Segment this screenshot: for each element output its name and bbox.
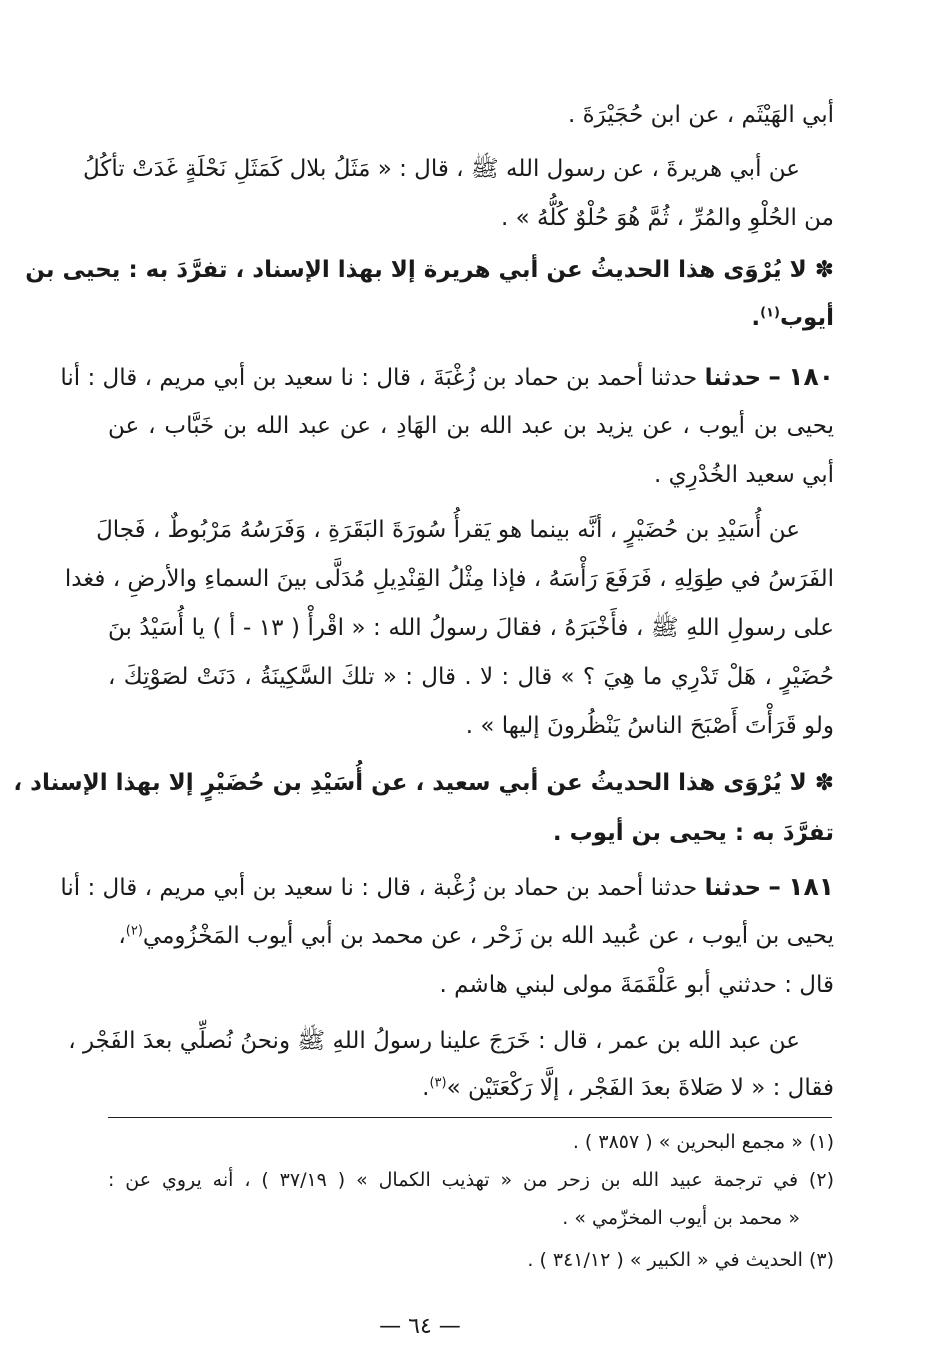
commentary-line: ✽ لا يُرْوَى هذا الحديثُ عن أبي هريرة إلا بهذا الإسناد ، تفرَّدَ به : يحيى بن	[25, 257, 834, 283]
text-line: على رسولِ اللهِ ﷺ ، فأَخْبَرَهُ ، فقالَ رسولُ الله : « اقْرأْ ( ١٣ - أ ) يا أُسَيْدُ بنَ	[108, 615, 834, 641]
hadith-dash: –	[768, 362, 781, 391]
text-line: عن عبد الله بن عمر ، قال : خَرَجَ علينا رسولُ اللهِ ﷺ ونحنُ نُصلِّي بعدَ الفَجْر ،	[68, 1028, 800, 1054]
footnote-marker-3: (٣)	[429, 1075, 447, 1091]
line-end: ،	[118, 923, 126, 949]
hadith-dash: –	[768, 872, 781, 901]
commentary-text: أيوب	[779, 305, 834, 331]
commentary-line	[104, 298, 834, 338]
commentary-line: ✽ لا يُرْوَى هذا الحديثُ عن أبي سعيد ، عن أُسَيْدِ بن حُضَيْرٍ إلا بهذا الإسناد ،	[13, 770, 834, 796]
text-line: يحيى بن أيوب ، عن يزيد بن عبد الله بن الهَادِ ، عن عبد الله بن خَبَّاب ، عن	[108, 413, 834, 439]
footnote-1: (١) « مجمع البحرين » ( ٣٨٥٧ ) .	[572, 1131, 834, 1153]
line-end: .	[422, 1075, 430, 1101]
hadith-181-first-line	[60, 867, 834, 908]
footnote-marker-2: (٢)	[125, 923, 143, 939]
text-line: أبي الهَيْثَم ، عن ابن حُجَيْرَةَ .	[567, 102, 834, 128]
text-line: عن أُسَيْدِ بن حُضَيْرٍ ، أنَّه بينما هو يَقرأُ سُورَةَ البَقَرَةِ ، وَفَرَسُهُ مَرْبُوطٌ ، فَجالَ	[96, 517, 800, 543]
text-line	[104, 1068, 834, 1108]
text-line: قال : حدثني أبو عَلْقَمَةَ مولى لبني هاشم .	[439, 972, 834, 998]
line-text: يحيى بن أيوب ، عن عُبيد الله بن زَحْر ، عن محمد بن أبي أيوب المَخْزُومي	[142, 923, 834, 949]
commentary-line: تفرَّدَ به : يحيى بن أيوب .	[552, 820, 834, 846]
hadith-lead: حدثنا	[704, 875, 762, 901]
text-line	[104, 916, 834, 956]
line-end: .	[751, 305, 761, 331]
footnote-separator	[108, 1117, 832, 1118]
footnote-2-continued: « محمد بن أيوب المخزّمي » .	[562, 1207, 800, 1229]
text-line: الفَرَسُ في طِوَلِهِ ، فَرَفَعَ رَأْسَهُ ، فإذا مِثْلُ القِنْدِيلِ مُدَلَّى بينَ السماءِ والأرضِ ، فغدا	[64, 566, 834, 592]
footnote-2: (٢) في ترجمة عبيد الله بن زحر من « تهذيب الكمال » ( ٣٧/١٩ ) ، أنه يروي عن :	[108, 1169, 834, 1191]
text-line: حُضَيْرٍ ، هَلْ تَدْرِي ما هِيَ ؟ » قال : لا . قال : « تلكَ السَّكِينَةُ ، دَنَتْ لصَوْتِكَ ،	[108, 664, 834, 690]
page-number: — ٦٤ —	[379, 1314, 461, 1339]
text-line: أبي سعيد الخُدْرِي .	[653, 462, 834, 488]
hadith-number: ١٨٠	[788, 362, 834, 391]
text-line: عن أبي هريرةَ ، عن رسول الله ﷺ ، قال : « مَثَلُ بلال كَمَثَلِ نَحْلَةٍ غَدَتْ تأكُلُ	[83, 156, 800, 182]
text-line: ولو قَرَأْتَ أَصْبَحَ الناسُ يَنْظُرونَ إليها » .	[465, 713, 834, 739]
hadith-180-first-line	[60, 357, 834, 398]
footnote-marker-1: (١)	[760, 305, 780, 321]
hadith-text: حدثنا أحمد بن حماد بن زُغْبة ، قال : نا سعيد بن أبي مريم ، قال : أنا	[60, 875, 698, 901]
footnote-3: (٣) الحديث في « الكبير » ( ٣٤١/١٢ ) .	[527, 1249, 834, 1271]
hadith-number: ١٨١	[788, 872, 834, 901]
text-line: من الحُلْوِ والمُرِّ ، ثُمَّ هُوَ حُلْوٌ كُلُّهُ » .	[501, 205, 834, 231]
line-text: فقال : « لا صَلاةَ بعدَ الفَجْر ، إلَّا رَكْعَتَيْن »	[446, 1075, 834, 1101]
hadith-lead: حدثنا	[704, 365, 762, 391]
hadith-text: حدثنا أحمد بن حماد بن زُغْبَةَ ، قال : نا سعيد بن أبي مريم ، قال : أنا	[60, 365, 698, 391]
